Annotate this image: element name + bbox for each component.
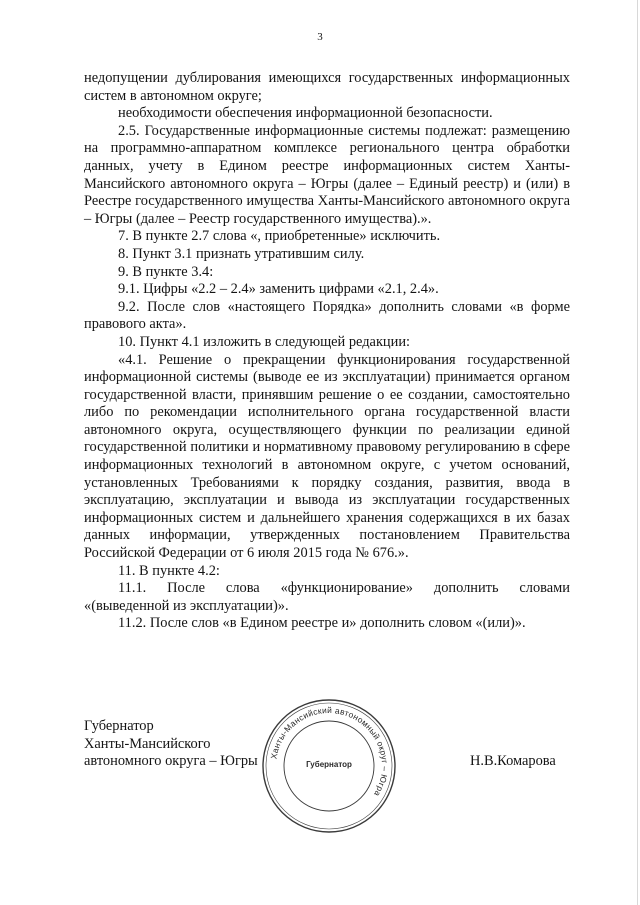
paragraph-9: 9. В пункте 3.4:	[118, 263, 214, 280]
seal-center-text: Губернатор	[306, 760, 352, 769]
paragraph-9-2: 9.2. После слов «настоящего Порядка» дополнить словами «в форме правового акта».	[84, 298, 570, 333]
seal-ring-text: Ханты-Мансийский автономный округ – Югра	[268, 704, 391, 799]
paragraph-10: 10. Пункт 4.1 изложить в следующей редакции:	[118, 333, 411, 350]
paragraph-4-1-quote: «4.1. Решение о прекращении функционирования государственной информационной системы (выводе ее из эксплуатации) принимается органом государственной власти, принявшим решение о ее создании, самостоятельно либо по рекомендации исполнительного органа государственной власти автономного округа, осуществляющего функции по реализации единой государственной политики и нормативному правовому регулированию в сфере информационных технологий в автономном округе, с учетом оснований, установленных Требованиями к порядку создания, развития, ввода в эксплуатацию, эксплуатации и вывода из эксплуатации государственных информационных систем и дальнейшего хранения содержащихся в их базах данных информации, утвержденных постановлением Правительства Российской Федерации от 6 июля 2015 года № 676.».	[84, 351, 570, 562]
signatory-name: Н.В.Комарова	[470, 753, 556, 769]
official-seal	[259, 696, 399, 836]
signatory-position	[84, 718, 258, 771]
signatory-line: Губернатор	[84, 718, 154, 734]
paragraph-11-2: 11.2. После слов «в Едином реестре и» дополнить словом «(или)».	[118, 615, 526, 632]
paragraph-11: 11. В пункте 4.2:	[118, 562, 220, 579]
paragraph-8: 8. Пункт 3.1 признать утратившим силу.	[118, 245, 365, 262]
paragraph-2-5: 2.5. Государственные информационные системы подлежат: размещению на программно-аппаратном комплексе регионального центра обработки данных, учету в Едином реестре информационных систем Ханты-Мансийского автономного округа – Югры (далее – Единый реестр) и (или) в Реестре государственного имущества Ханты-Мансийского автономного округа – Югры (далее – Реестр государственного имущества).».	[84, 122, 570, 227]
paragraph-7: 7. В пункте 2.7 слова «, приобретенные» исключить.	[118, 228, 441, 245]
paragraph-9-1: 9.1. Цифры «2.2 – 2.4» заменить цифрами «2.1, 2.4».	[118, 281, 439, 298]
paragraph-duplication: недопущении дублирования имеющихся государственных информационных систем в автономном округе;	[84, 70, 570, 104]
page-number: 3	[317, 31, 323, 43]
page-edge	[637, 0, 638, 905]
signatory-line: Ханты-Мансийского	[84, 735, 211, 752]
paragraph-11-1: 11.1. После слова «функционирование» дополнить словами «(выведенной из эксплуатации)».	[84, 580, 570, 614]
document-body	[84, 70, 570, 633]
paragraph-security: необходимости обеспечения информационной безопасности.	[118, 105, 493, 122]
signatory-line: автономного округа – Югры	[84, 753, 258, 770]
